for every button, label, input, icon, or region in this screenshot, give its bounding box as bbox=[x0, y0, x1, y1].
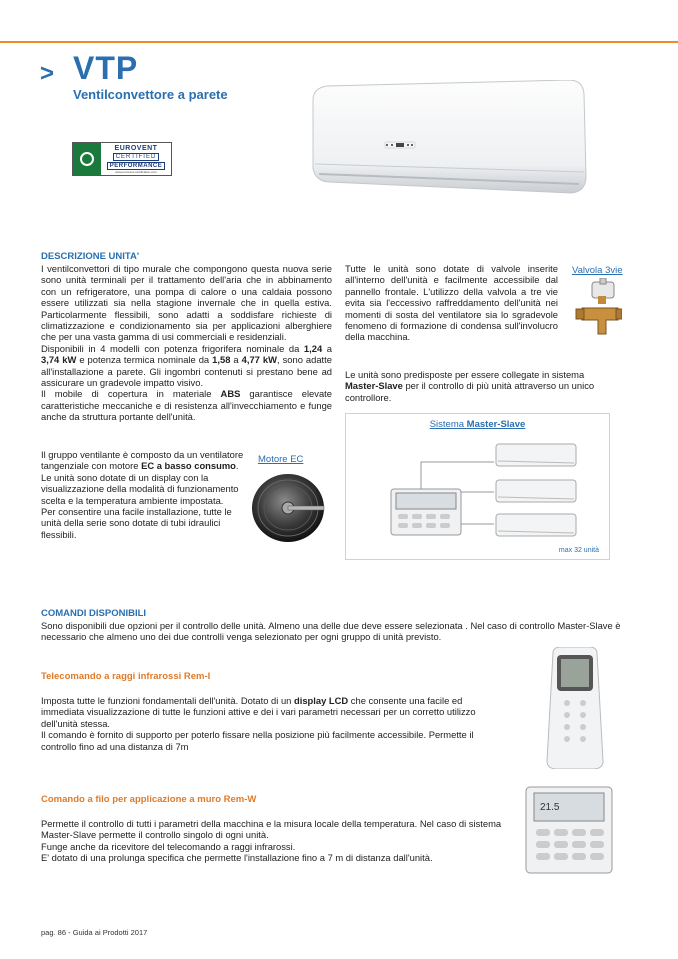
ec-motor-image bbox=[248, 470, 326, 546]
master-slave-caption: Sistema Master-Slave bbox=[429, 419, 526, 430]
rem-w-heading: Comando a filo per applicazione a muro Rem-W bbox=[41, 794, 257, 805]
eurovent-url: www.eurovent-certification.com bbox=[115, 169, 157, 174]
wall-controller-display: 21.5 bbox=[540, 802, 560, 813]
slave-unit-3 bbox=[496, 514, 576, 536]
descrizione-p1: I ventilconvettori di tipo murale che compongono questa nuova serie sono unità terminali per il trattamento dell'aria che in abbinamento con un refrigeratore, una pompa di calore o una caldaia possono essere utilizzati sia nella stagione invernale che in quella estiva. Particolarmente flessibili, sono adatti a soddisfare richieste di climatizzazione e condizionamento sia per applicazioni alberghiere che per una vasta gamma di usi commerciali e residenziali. bbox=[41, 263, 332, 343]
slave-unit-1 bbox=[496, 444, 576, 466]
motore-ec-caption: Motore EC bbox=[258, 454, 304, 465]
valvola-caption: Valvola 3vie bbox=[572, 265, 623, 276]
eurovent-line3: PERFORMANCE bbox=[107, 162, 166, 170]
wall-controller-image bbox=[524, 785, 614, 875]
unit-display-panel bbox=[385, 142, 415, 148]
comandi-intro: Sono disponibili due opzioni per il controllo delle unità. Almeno una delle due deve essere selezionata . Nel caso di controllo Master-Slave è necessario che almeno uno dei due controlli venga selezionato per ogni gruppo di unità previsto. bbox=[41, 620, 621, 643]
descrizione-heading: DESCRIZIONE UNITA' bbox=[41, 251, 140, 262]
header-rule bbox=[0, 41, 678, 43]
section-chevron-icon: > bbox=[40, 60, 55, 87]
remote-control-image bbox=[545, 647, 605, 769]
descrizione-text-2: Il gruppo ventilante è composto da un ventilatore tangenziale con motore EC a basso consumo. Le unità sono dotate di un display con la visualizzazione della modalità di funzionamento scelta e la temperatura ambiente impostata. Per consentire una facile installazione, tutte le unità della serie sono dotate di tubi idraulici flessibili. bbox=[41, 449, 244, 540]
page-footer: pag. 86 - Guida ai Prodotti 2017 bbox=[41, 928, 148, 937]
eurovent-line1: EUROVENT bbox=[114, 144, 158, 152]
eurovent-mark-icon bbox=[73, 143, 101, 175]
rem-w-text: Permette il controllo di tutti i parametri della macchina e la misura locale della temperatura. Nel caso di sistema Master-Slave permette il controllo singolo di ogni unità. Funge anche da ricevitore del telecomando a raggi infrarossi. E' dotato di una prolunga specifica che permette l'installazione fino a 7 m di distanza dall'unità. bbox=[41, 818, 502, 864]
slave-unit-2 bbox=[496, 480, 576, 502]
master-slave-diagram bbox=[345, 413, 610, 560]
eurovent-certification-logo bbox=[72, 142, 172, 176]
master-wall-controller bbox=[391, 489, 461, 535]
master-slave-drawing bbox=[346, 414, 611, 561]
comandi-heading: COMANDI DISPONIBILI bbox=[41, 608, 147, 619]
valvola-text: Tutte le unità sono dotate di valvole inserite all'interno dell'unità e facilmente accessibile dal pannello frontale. L'utilizzo della valvola a tre vie evita sia l'eccessivo raffreddamento dell'unità nei momenti di sosta del ventilatore sia lo sgradevole fenomeno di formazione di condensa sull'involucro della macchina. bbox=[345, 263, 558, 343]
descrizione-text: I ventilconvettori di tipo murale che compongono questa nuova serie sono unità terminali per il trattamento dell'aria che in abbinamento con un refrigeratore, una pompa di calore o una caldaia possono essere utilizzati sia nella stagione invernale che in quella estiva. Particolarmente flessibili, sono adatti a soddisfare richieste di climatizzazione e condizionamento sia per applicazioni alberghiere che per una vasta gamma di usi commerciali e residenziali. Disponibili in 4 modelli con potenza frigorifera nominale da 1,24 a 3,74 kW e potenza termica nominale da 1,58 a 4,77 kW, sono adatte all'installazione a parete. Gli ingombri contenuti si prestano bene ad assicurare un gradevole impatto visivo. Il mobile di copertura in materiale ABS garantisce elevate caratteristiche meccaniche e di resistenza all'invecchiamento e funge anche da struttura portante dell'unità. bbox=[41, 263, 332, 423]
page-title: VTP bbox=[73, 50, 139, 86]
master-slave-text: Le unità sono predisposte per essere collegate in sistema Master-Slave per il controllo di più unità attraverso un unico controllore. bbox=[345, 369, 595, 403]
max-units-note: max 32 unità bbox=[558, 547, 599, 554]
wall-unit-image bbox=[307, 80, 587, 200]
rem-i-heading: Telecomando a raggi infrarossi Rem-I bbox=[41, 671, 211, 682]
three-way-valve-image bbox=[572, 278, 622, 336]
page-subtitle: Ventilconvettore a parete bbox=[73, 87, 228, 102]
rem-i-text: Imposta tutte le funzioni fondamentali dell'unità. Dotato di un display LCD che consente una facile ed immediata visualizzazione di tutte le funzioni attive e dei i vari parametri necessari per un corretto utilizzo dell'unità stessa. Il comando è fornito di supporto per poterlo fissare nella posizione più facilmente accessibile. Permette il controllo fino ad una distanza di 7m bbox=[41, 695, 476, 752]
eurovent-line2: CERTIFIED bbox=[113, 153, 160, 161]
